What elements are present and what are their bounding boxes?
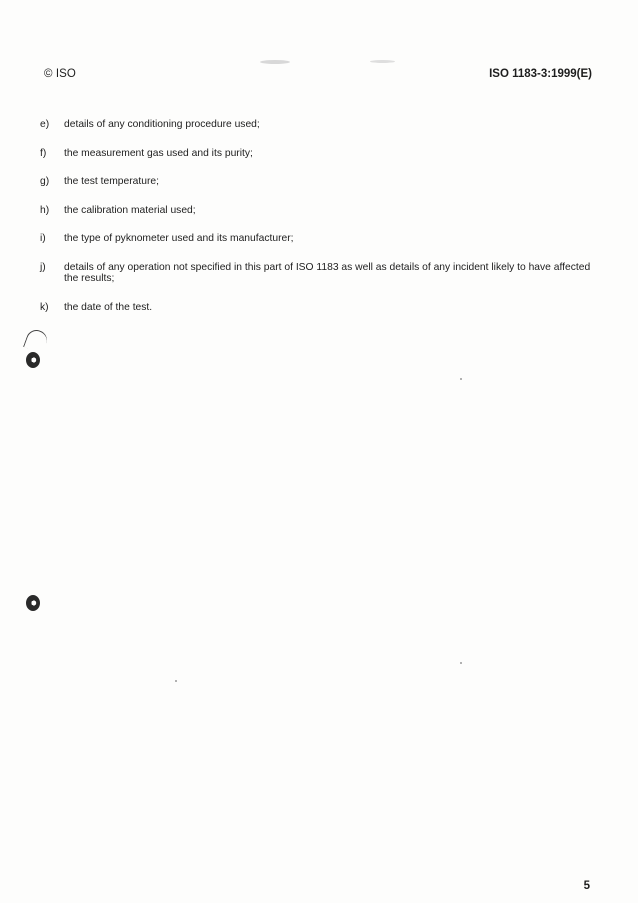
list-item-text: the measurement gas used and its purity; [64, 147, 253, 159]
scan-speck [175, 680, 177, 682]
list-item-text: details of any operation not specified in this part of ISO 1183 as well as details of any incident likely to have affected the results; [64, 261, 591, 284]
list-item-text: the date of the test. [64, 301, 153, 313]
list-item-text: the type of pyknometer used and its manufacturer; [64, 233, 294, 244]
list-item-marker: k) [40, 301, 49, 313]
list-item [40, 205, 592, 217]
list-item [40, 262, 592, 285]
report-items-list [40, 119, 592, 313]
scan-arc-mark [23, 327, 50, 354]
page-number: 5 [583, 880, 590, 892]
list-item-text: the calibration material used; [64, 204, 196, 216]
scan-speck [260, 60, 290, 64]
copyright-header: © ISO [44, 68, 76, 80]
list-item-marker: f) [40, 147, 47, 159]
list-item-marker: h) [40, 204, 50, 216]
list-item [40, 119, 592, 131]
list-item-text: details of any conditioning procedure used; [64, 119, 260, 130]
list-item-marker: j) [40, 261, 46, 273]
scan-speck [460, 662, 462, 664]
list-item [40, 176, 592, 188]
scan-speck [370, 60, 395, 63]
list-item [40, 302, 592, 314]
list-item [40, 233, 592, 245]
standard-number-header: ISO 1183-3:1999(E) [489, 68, 592, 80]
list-item-marker: e) [40, 119, 50, 130]
punch-hole-mark [26, 352, 40, 368]
scan-speck [460, 378, 462, 380]
list-item [40, 148, 592, 160]
punch-hole-mark [26, 595, 40, 611]
list-item-text: the test temperature; [64, 176, 160, 187]
list-item-marker: g) [40, 176, 50, 187]
list-item-marker: i) [40, 233, 46, 244]
